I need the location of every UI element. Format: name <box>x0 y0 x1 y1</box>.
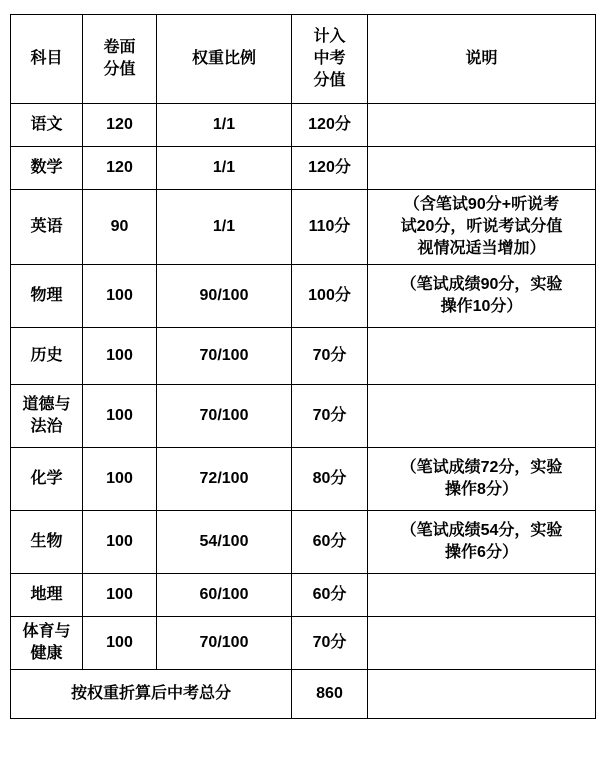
cell-subject <box>11 385 83 448</box>
cell-note-line1: （笔试成绩90分，实验 <box>400 276 563 294</box>
cell-note <box>368 147 596 190</box>
table-row <box>11 574 596 617</box>
cell-note-line2: 操作8分） <box>445 481 518 499</box>
cell-final-score: 120分 <box>292 104 368 147</box>
cell-final-score: 70分 <box>292 617 368 670</box>
cell-note-line3: 视情况适当增加） <box>417 240 546 258</box>
cell-weight-ratio: 70/100 <box>157 328 292 385</box>
cell-note <box>368 190 596 265</box>
table-row <box>11 385 596 448</box>
table-row <box>11 104 596 147</box>
table-total-row <box>11 670 596 719</box>
cell-final-score: 70分 <box>292 385 368 448</box>
column-header-note: 说明 <box>368 15 596 104</box>
cell-note <box>368 104 596 147</box>
cell-subject-line1: 体育与 <box>22 623 71 641</box>
cell-note-line1: （笔试成绩72分，实验 <box>400 459 563 477</box>
column-header-paper-score <box>83 15 157 104</box>
cell-subject: 化学 <box>11 448 83 511</box>
cell-paper-score: 120 <box>83 147 157 190</box>
cell-paper-score: 100 <box>83 385 157 448</box>
cell-note-line2: 试20分，听说考试分值 <box>400 218 563 236</box>
column-header-final-score-line2: 中考 <box>313 49 346 67</box>
cell-weight-ratio: 1/1 <box>157 104 292 147</box>
cell-subject: 地理 <box>11 574 83 617</box>
cell-weight-ratio: 90/100 <box>157 265 292 328</box>
cell-subject: 英语 <box>11 190 83 265</box>
cell-paper-score: 100 <box>83 328 157 385</box>
column-header-subject: 科目 <box>11 15 83 104</box>
table-row <box>11 448 596 511</box>
cell-final-score: 80分 <box>292 448 368 511</box>
cell-subject: 物理 <box>11 265 83 328</box>
cell-note <box>368 511 596 574</box>
cell-note <box>368 448 596 511</box>
cell-note <box>368 328 596 385</box>
cell-subject: 生物 <box>11 511 83 574</box>
cell-weight-ratio: 1/1 <box>157 147 292 190</box>
column-header-final-score-line3: 分值 <box>313 72 346 90</box>
column-header-final-score <box>292 15 368 104</box>
cell-subject-line2: 法治 <box>30 418 63 436</box>
cell-subject: 语文 <box>11 104 83 147</box>
cell-weight-ratio: 1/1 <box>157 190 292 265</box>
cell-weight-ratio: 72/100 <box>157 448 292 511</box>
table-header <box>11 15 596 104</box>
table-row <box>11 328 596 385</box>
cell-paper-score: 90 <box>83 190 157 265</box>
cell-paper-score: 120 <box>83 104 157 147</box>
cell-note <box>368 385 596 448</box>
cell-final-score: 120分 <box>292 147 368 190</box>
cell-note-line2: 操作10分） <box>440 298 523 316</box>
cell-weight-ratio: 60/100 <box>157 574 292 617</box>
cell-paper-score: 100 <box>83 511 157 574</box>
table-row <box>11 147 596 190</box>
table-row <box>11 511 596 574</box>
cell-final-score: 100分 <box>292 265 368 328</box>
cell-note <box>368 265 596 328</box>
cell-final-score: 110分 <box>292 190 368 265</box>
cell-final-score: 70分 <box>292 328 368 385</box>
cell-subject-line2: 健康 <box>30 645 63 663</box>
column-header-paper-score-line1: 卷面 <box>103 38 136 56</box>
table-row <box>11 617 596 670</box>
total-value: 860 <box>292 670 368 719</box>
cell-note-line2: 操作6分） <box>445 544 518 562</box>
table-body <box>11 104 596 719</box>
cell-note-line1: （笔试成绩54分，实验 <box>400 522 563 540</box>
cell-subject: 历史 <box>11 328 83 385</box>
total-label: 按权重折算后中考总分 <box>11 670 292 719</box>
cell-note-line1: （含笔试90分+听说考 <box>403 196 560 213</box>
cell-note <box>368 617 596 670</box>
cell-paper-score: 100 <box>83 617 157 670</box>
column-header-weight-ratio: 权重比例 <box>157 15 292 104</box>
column-header-final-score-line1: 计入 <box>313 27 346 45</box>
table-row <box>11 190 596 265</box>
cell-subject <box>11 617 83 670</box>
cell-weight-ratio: 70/100 <box>157 617 292 670</box>
cell-final-score: 60分 <box>292 574 368 617</box>
cell-subject: 数学 <box>11 147 83 190</box>
cell-weight-ratio: 54/100 <box>157 511 292 574</box>
cell-final-score: 60分 <box>292 511 368 574</box>
column-header-paper-score-line2: 分值 <box>103 61 136 78</box>
cell-paper-score: 100 <box>83 448 157 511</box>
cell-weight-ratio: 70/100 <box>157 385 292 448</box>
cell-subject-line1: 道德与 <box>22 396 71 414</box>
cell-paper-score: 100 <box>83 574 157 617</box>
table-row <box>11 265 596 328</box>
cell-note <box>368 574 596 617</box>
cell-paper-score: 100 <box>83 265 157 328</box>
total-note <box>368 670 596 719</box>
table-header-row <box>11 15 596 104</box>
exam-score-table <box>10 14 596 719</box>
